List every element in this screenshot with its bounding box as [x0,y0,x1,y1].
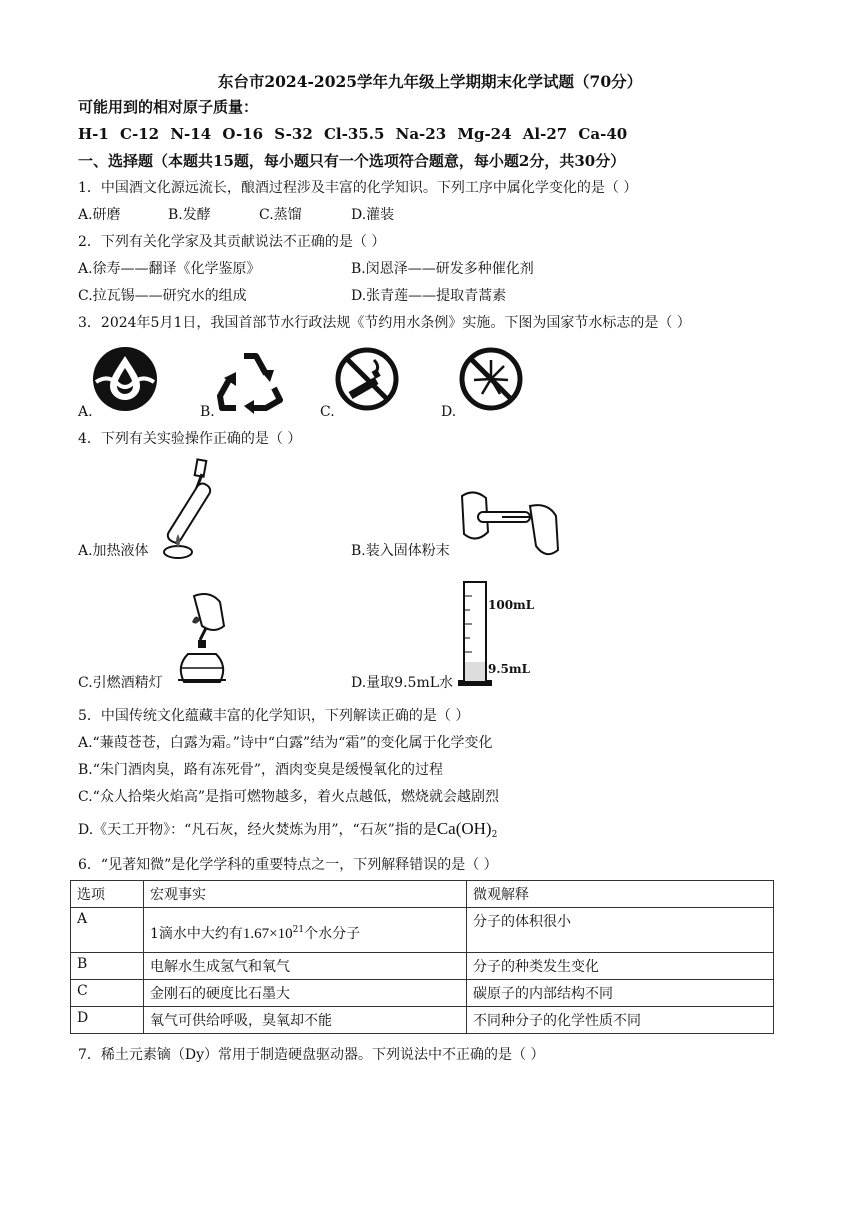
q5-stem: 5．中国传统文化蕴藏丰富的化学知识，下列解读正确的是（ ） [78,708,470,724]
q4-option-c: C.引燃酒精灯 [78,675,163,691]
q5-option-d [78,820,497,844]
row-option: D [71,1007,144,1034]
cylinder-label-bottom: 9.5mL [488,662,531,676]
header-option: 选项 [71,881,144,908]
lighting-alcohol-lamp-illustration [170,590,242,686]
row-fact-post: 个水分子 [304,926,361,942]
q1-stem: 1．中国酒文化源远流长，酿酒过程涉及丰富的化学知识。下列工序中属化学变化的是（ ） [78,180,638,196]
row-option: B [71,953,144,980]
table-row [71,980,774,1007]
no-fireworks-icon [458,346,524,412]
q5-formula: Ca(OH) [436,819,492,838]
q1-option-d: D.灌装 [351,207,395,223]
q6-table [70,880,774,1034]
q4-stem: 4．下列有关实验操作正确的是（ ） [78,431,302,447]
q5-formula-subscript: 2 [491,830,498,840]
q3-stem: 3．2024年5月1日，我国首部节水行政法规《节约用水条例》实施。下图为国家节水标志的是（ ） [78,315,691,331]
q2-option-b: B.闵恩泽——研发多种催化剂 [351,261,534,277]
row-fact: 电解水生成氢气和氧气 [144,953,467,980]
q7-stem: 7．稀土元素镝（Dy）常用于制造硬盘驱动器。下列说法中不正确的是（ ） [78,1047,545,1063]
q1-option-b: B.发酵 [168,207,211,223]
table-header-row [71,881,774,908]
q2-option-d: D.张青莲——提取青蒿素 [351,288,507,304]
q3-option-b: B. [200,404,215,420]
heating-liquid-illustration [152,456,232,560]
q5-option-b: B.“朱门酒肉臭，路有冻死骨”，酒肉变臭是缓慢氧化的过程 [78,762,444,778]
q1-option-a: A.研磨 [78,207,121,223]
row-fact [144,908,467,953]
table-row [71,953,774,980]
q5-option-d-text: D.《天工开物》：“凡石灰，经火焚炼为用”，“石灰”指的是 [78,822,437,838]
atomic-masses: H-1 C-12 N-14 O-16 S-32 Cl-35.5 Na-23 Mg-24 Al-27 Ca-40 [78,125,628,143]
loading-powder-illustration [458,486,562,560]
row-option: C [71,980,144,1007]
row-fact-number: 1.67×10 [242,926,293,942]
no-smoking-icon [334,346,400,412]
row-fact: 金刚石的硬度比石墨大 [144,980,467,1007]
section-heading: 一、选择题（本题共15题，每小题只有一个选项符合题意，每小题2分，共30分） [78,152,626,170]
header-macro: 宏观事实 [144,881,467,908]
q1-option-c: C.蒸馏 [259,207,302,223]
row-explain: 分子的种类发生变化 [467,953,774,980]
row-explain: 不同种分子的化学性质不同 [467,1007,774,1034]
cylinder-label-top: 100mL [488,598,535,612]
row-fact: 氧气可供给呼吸，臭氧却不能 [144,1007,467,1034]
table-row [71,1007,774,1034]
q2-stem: 2．下列有关化学家及其贡献说法不正确的是（ ） [78,234,386,250]
q2-option-a: A.徐寿——翻译《化学鉴原》 [78,261,261,277]
q4-option-b: B.装入固体粉末 [351,543,450,559]
recycle-icon [214,348,286,414]
row-option: A [71,908,144,953]
row-fact-pre: 1滴水中大约有 [150,926,243,942]
q3-option-c: C. [320,404,335,420]
q5-option-c: C.“众人拾柴火焰高”是指可燃物越多，着火点越低，燃烧就会越剧烈 [78,789,499,805]
row-fact-exponent: 21 [292,925,305,935]
page-title: 东台市2024-2025学年九年级上学期期末化学试题（70分） [217,72,643,91]
q3-option-d: D. [441,404,457,420]
q4-option-d: D.量取9.5mL水 [351,675,454,691]
q2-option-c: C.拉瓦锡——研究水的组成 [78,288,247,304]
row-explain: 分子的体积很小 [467,908,774,953]
table-row [71,908,774,953]
q5-option-a: A.“蒹葭苍苍，白露为霜。”诗中“白露”结为“霜”的变化属于化学变化 [78,735,493,751]
water-saving-icon [92,346,158,412]
row-explain: 碳原子的内部结构不同 [467,980,774,1007]
header-micro: 微观解释 [467,881,774,908]
q3-option-a: A. [78,404,93,420]
atomic-heading: 可能用到的相对原子质量： [78,98,259,116]
q6-stem: 6．“见著知微”是化学学科的重要特点之一，下列解释错误的是（ ） [78,857,498,873]
q4-option-a: A.加热液体 [78,543,149,559]
